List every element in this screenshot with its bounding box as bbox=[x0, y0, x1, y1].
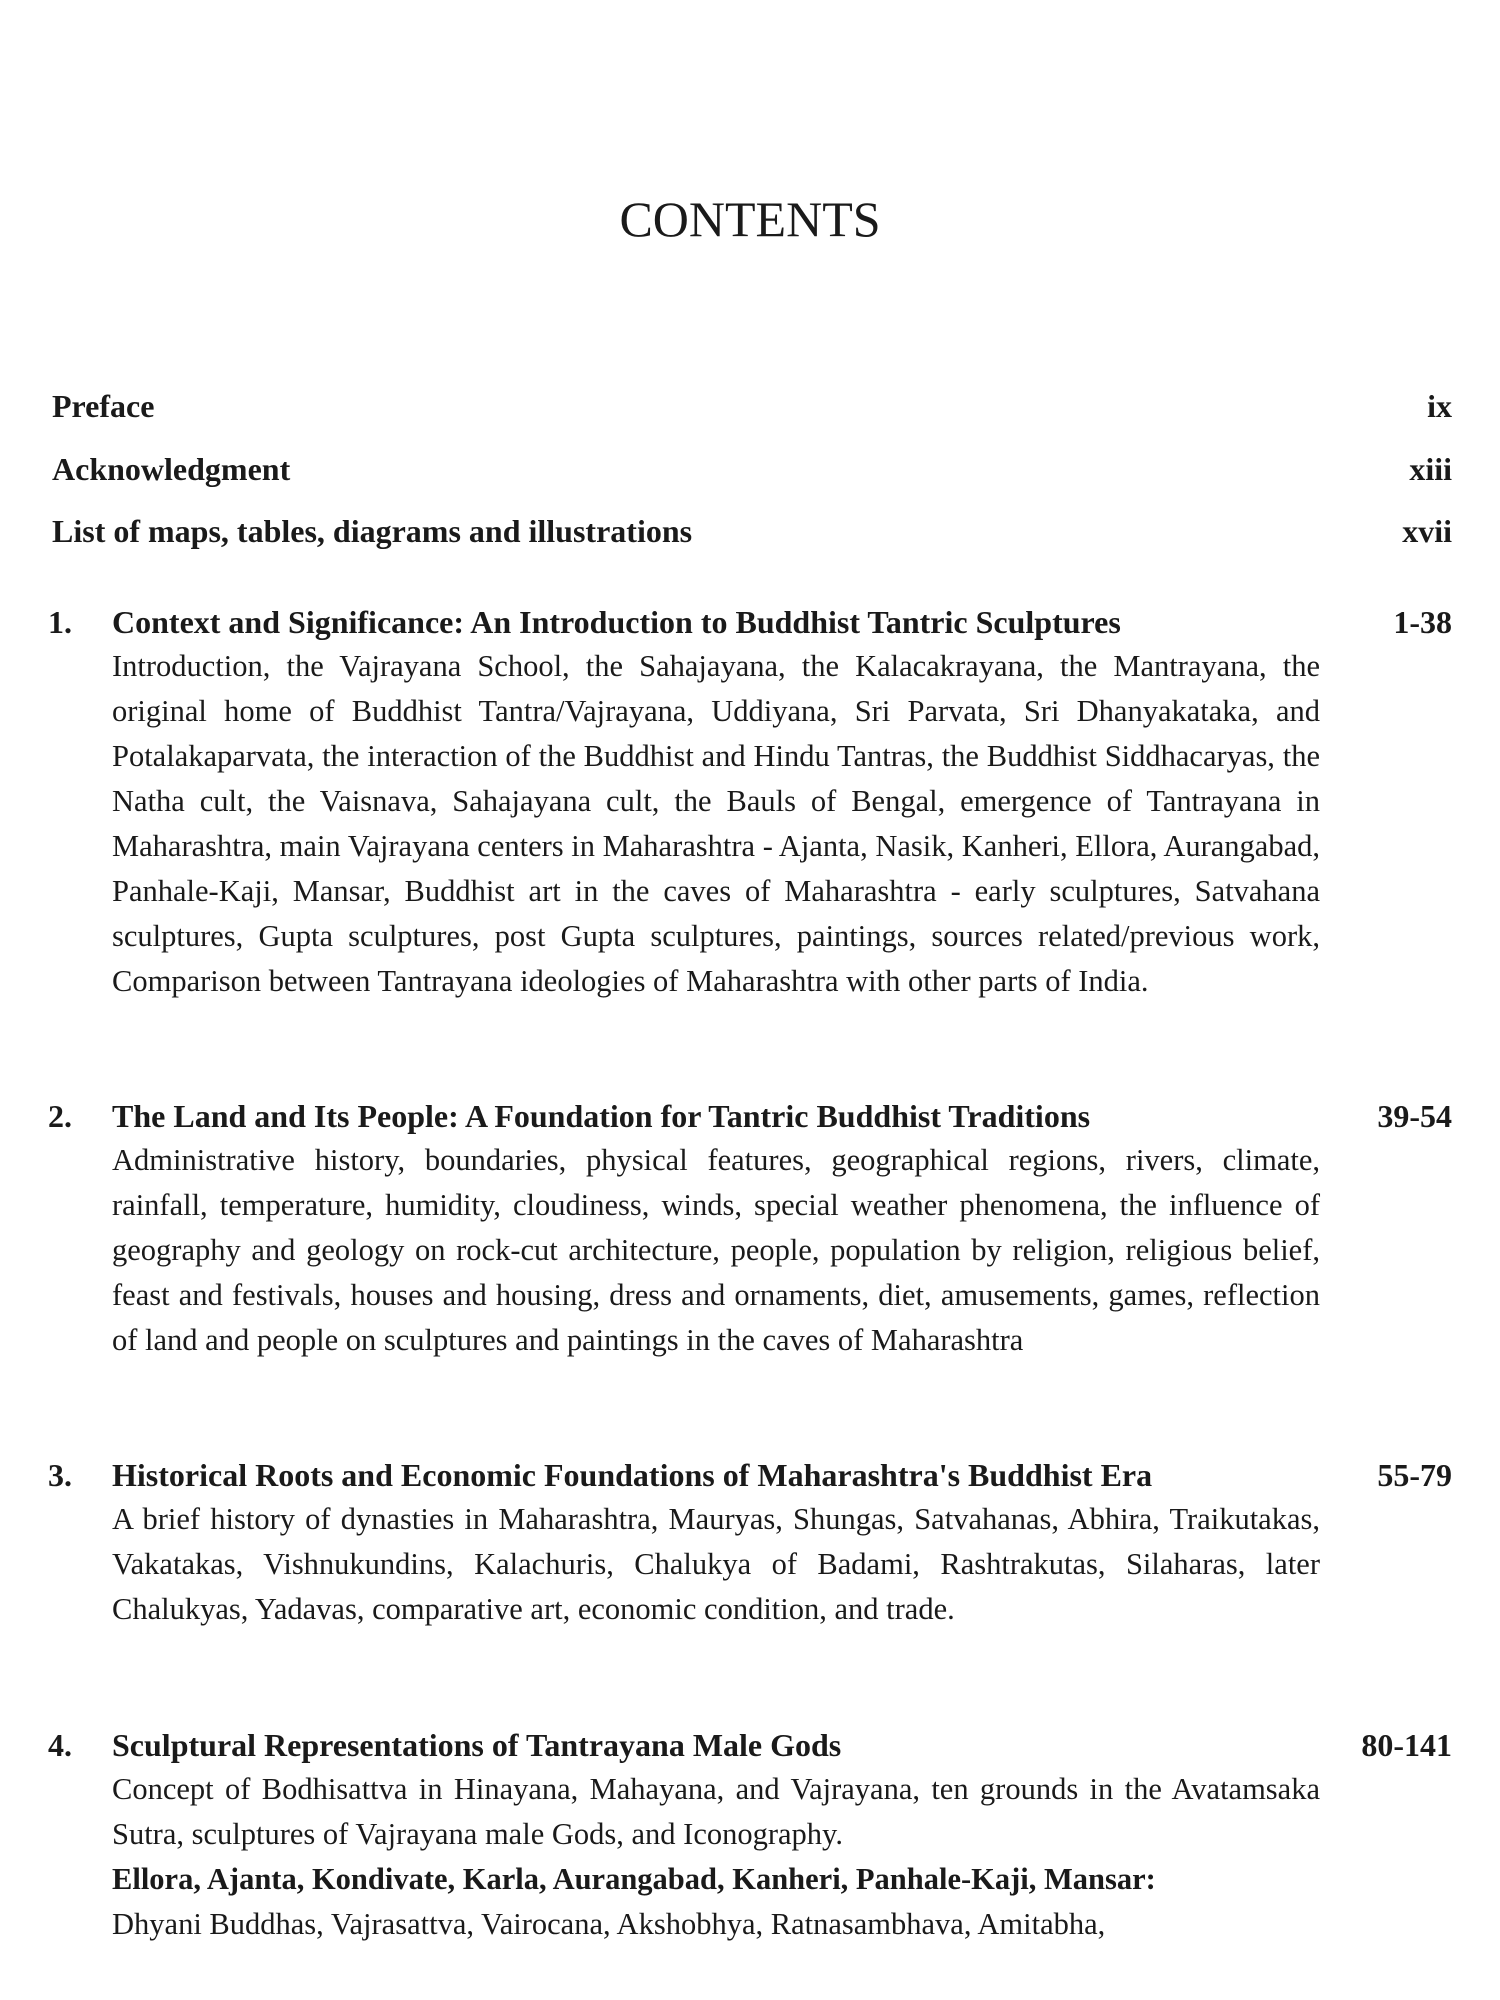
chapter-number: 3. bbox=[48, 1457, 72, 1493]
chapter-title: The Land and Its People: A Foundation for Tantric Buddhist Traditions bbox=[112, 1098, 1091, 1134]
front-matter-label: Acknowledgment bbox=[52, 451, 291, 487]
front-matter-page: xvii bbox=[1402, 513, 1452, 549]
chapter-pages: 1-38 bbox=[1393, 604, 1452, 640]
chapter-number: 2. bbox=[48, 1098, 72, 1134]
chapter-number: 4. bbox=[48, 1727, 72, 1763]
chapter-summary: A brief history of dynasties in Maharashtra, Mauryas, Shungas, Satvahanas, Abhira, Traikutakas, Vakatakas, Vishnukundins, Kalachuris, Chalukya of Badami, Rashtrakutas, Silaharas, later Chalukyas, Yadavas, comparative art, economic condition, and trade. bbox=[112, 1502, 1320, 1626]
chapter-pages: 39-54 bbox=[1377, 1098, 1452, 1134]
front-matter-label: List of maps, tables, diagrams and illustrations bbox=[52, 513, 693, 549]
front-matter-page: ix bbox=[1427, 388, 1452, 424]
chapter-heading bbox=[48, 600, 1452, 644]
chapter-1[interactable] bbox=[48, 600, 1452, 1004]
chapter-4[interactable] bbox=[48, 1723, 1452, 1947]
chapter-summary: Administrative history, boundaries, physical features, geographical regions, rivers, climate, rainfall, temperature, humidity, cloudiness, winds, special weather phenomena, the influence of geography and geology on rock-cut architecture, people, population by religion, religious belief, feast and festivals, houses and housing, dress and ornaments, diet, amusements, games, reflection of land and people on sculptures and paintings in the caves of Maharashtra bbox=[112, 1143, 1320, 1357]
front-matter-acknowledgment[interactable] bbox=[52, 449, 1452, 489]
chapter-heading bbox=[48, 1094, 1452, 1138]
page-title: CONTENTS bbox=[619, 191, 881, 247]
front-matter-label: Preface bbox=[52, 388, 155, 424]
front-matter-preface[interactable] bbox=[52, 386, 1452, 426]
chapter-pages: 80-141 bbox=[1361, 1727, 1452, 1763]
chapter-subheading: Ellora, Ajanta, Kondivate, Karla, Aurangabad, Kanheri, Panhale-Kaji, Mansar: bbox=[112, 1862, 1156, 1896]
chapter-title: Sculptural Representations of Tantrayana Male Gods bbox=[112, 1727, 842, 1763]
chapter-heading bbox=[48, 1723, 1452, 1767]
front-matter-page: xiii bbox=[1409, 451, 1452, 487]
chapter-summary: Introduction, the Vajrayana School, the Sahajayana, the Kalacakrayana, the Mantrayana, the original home of Buddhist Tantra/Vajrayana, Uddiyana, Sri Parvata, Sri Dhanyakataka, and Potalakaparvata, the interaction of the Buddhist and Hindu Tantras, the Buddhist Siddhacaryas, the Natha cult, the Vaisnava, Sahajayana cult, the Bauls of Bengal, emergence of Tantrayana in Maharashtra, main Vajrayana centers in Maharashtra - Ajanta, Nasik, Kanheri, Ellora, Aurangabad, Panhale-Kaji, Mansar, Buddhist art in the caves of Maharashtra - early sculptures, Satvahana sculptures, Gupta sculptures, post Gupta sculptures, paintings, sources related/previous work, Comparison between Tantrayana ideologies of Maharashtra with other parts of India. bbox=[112, 649, 1320, 998]
front-matter-list-of-maps[interactable] bbox=[52, 511, 1452, 551]
chapter-heading bbox=[48, 1453, 1452, 1497]
chapter-3[interactable] bbox=[48, 1453, 1452, 1632]
chapter-2[interactable] bbox=[48, 1094, 1452, 1363]
chapter-title: Context and Significance: An Introduction to Buddhist Tantric Sculptures bbox=[112, 604, 1121, 640]
chapter-pages: 55-79 bbox=[1377, 1457, 1452, 1493]
chapter-number: 1. bbox=[48, 604, 72, 640]
chapter-continuation: Dhyani Buddhas, Vajrasattva, Vairocana, Akshobhya, Ratnasambhava, Amitabha, bbox=[112, 1907, 1106, 1941]
chapter-summary: Concept of Bodhisattva in Hinayana, Mahayana, and Vajrayana, ten grounds in the Avatamsaka Sutra, sculptures of Vajrayana male Gods, and Iconography. bbox=[112, 1772, 1320, 1851]
chapter-title: Historical Roots and Economic Foundations of Maharashtra's Buddhist Era bbox=[112, 1457, 1153, 1493]
